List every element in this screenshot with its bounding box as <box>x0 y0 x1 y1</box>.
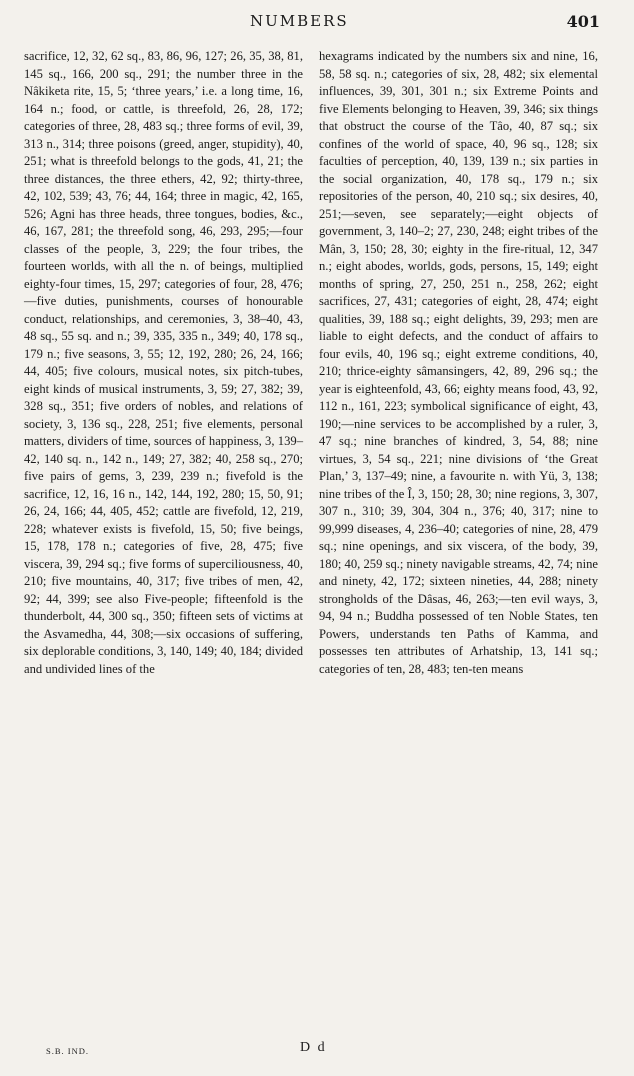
left-column <box>24 48 303 1023</box>
signature-mark: D d <box>300 1040 327 1055</box>
right-column <box>319 48 598 1023</box>
page-header <box>0 10 634 36</box>
series-mark: S.B. IND. <box>46 1046 90 1056</box>
index-columns <box>24 48 598 1023</box>
running-title: NUMBERS <box>250 12 349 30</box>
right-column-text: hexagrams indicated by the numbers six and nine, 16, 58, 58 sq. n.; categories of six, 28, 482; six elemental influences, 39, 301, 301 n.; six Extreme Points and five Elements belonging to Heaven, 39, 346; six things that obstruct the course of the Tâo, 40, 87 sq.; six confines of the world of space, 40, 96 sq., 128; six faculties of perception, 40, 139, 139 n.; six parties in the social organization, 40, 178 sq., 179 n.; six repositories of the person, 40, 210 sq.; six desires, 40, 251;—seven, see separately;—eight objects of government, 3, 140–2; 27, 230, 248; eight tribes of the Mân, 3, 150; 28, 30; eighty in the fire-ritual, 12, 347 n.; eight abodes, worlds, gods, persons, 15, 149; eight months of spring, 27, 250, 251 n., 258, 262; eight sacrifices, 27, 431; categories of eight, 28, 474; eight qualities, 39, 188 sq.; eight delights, 39, 293; men are liable to eight defects, and the conduct of affairs to four evils, 40, 196 sq.; eight extreme conditions, 40, 210; thrice-eighty sâmansingers, 42, 89, 296 sq.; the year is eighteenfold, 43, 66; eighty means food, 43, 92, 112 n., 161, 223; symbolical significance of eight, 43, 190;—nine services to be accomplished by a ruler, 3, 47 sq.; nine branches of kindred, 3, 54, 88; nine virtues, 3, 54 sq., 221; nine divisions of ‘the Great Plan,’ 3, 137–49; nine, a favourite n. with Yü, 3, 138; nine tribes of the Î, 3, 150; 28, 30; nine regions, 3, 307, 307 n., 310; 39, 304, 304 n., 376; 40, 317; nine to 99,999 diseases, 4, 236–40; categories of nine, 28, 479 sq.; nine openings, and six viscera, of the body, 39, 180; 40, 259 sq.; ninety navigable streams, 42, 74; nine and ninety, 42, 172; sixteen nineties, 44, 288; ninety strongholds of the Dâsas, 46, 263;—ten evil ways, 3, 94, 94 n.; Buddha possessed of ten Noble States, ten Powers, understands ten Paths of Kamma, and possesses ten attributes of Arhatship, 13, 141 sq.; categories of ten, 28, 483; ten-ten means <box>319 49 598 676</box>
left-column-text: sacrifice, 12, 32, 62 sq., 83, 86, 96, 127; 26, 35, 38, 81, 145 sq., 166, 200 sq., 291; the number three in the Nâkiketa rite, 15, 5; ‘three years,’ i.e. a long time, 16, 164 n.; food, or cattle, is threefold, 26, 28, 172; categories of three, 28, 483 sq.; three forms of evil, 39, 313 n., 314; three poisons (greed, anger, stupidity), 40, 251; what is threefold belongs to the gods, 41, 21; the three distances, the three ethers, 42, 92; thirty-three, 42, 102, 539; 43, 76; 44, 164; three in magic, 42, 165, 526; Agni has three heads, three tongues, bodies, &c., 46, 167, 281; the threefold song, 46, 293, 295;—four classes of the people, 3, 229; the four tribes, the fourteen worlds, with all the n. of beings, multiplied eighty-four times, 15, 297; categories of four, 28, 476;—five duties, punishments, courses of honourable conduct, relationships, and ceremonies, 3, 38–40, 43, 48 sq., 55 sq. and n.; 39, 335, 335 n., 349; 40, 178 sq., 179 n.; five seasons, 3, 55; 12, 192, 280; 26, 24, 166; 44, 405; five colours, musical notes, six pitch-tubes, eight kinds of musical instruments, 3, 59; 27, 382; 39, 328 sq., 351; five orders of nobles, and relations of society, 3, 136 sq., 228, 251; five elements, personal matters, dividers of time, sources of happiness, 3, 139–42, 140 sq. n., 142 n., 149; 27, 382; 40, 258 sq., 270; five pairs of gems, 3, 239, 239 n.; fivefold is the sacrifice, 12, 16, 16 n., 142, 144, 192, 280; 15, 50, 91; 26, 24, 166; 44, 405, 452; cattle are fivefold, 12, 219, 228; whatever exists is fivefold, 15, 50; five beings, 15, 178, 178 n.; categories of five, 28, 475; five viscera, 39, 294 sq.; five forms of superciliousness, 40, 210; five mountains, 40, 317; five tribes of men, 42, 92; 44, 399; see also Five-people; fifteenfold is the thunderbolt, 44, 300 sq., 350; fifteen sets of victims at the Asvamedha, 44, 308;—six occasions of suffering, six deplorable conditions, 3, 140, 149; 40, 184; divided and undivided lines of the <box>24 49 303 676</box>
page-footer <box>0 1040 634 1070</box>
page-number: 401 <box>566 12 600 31</box>
